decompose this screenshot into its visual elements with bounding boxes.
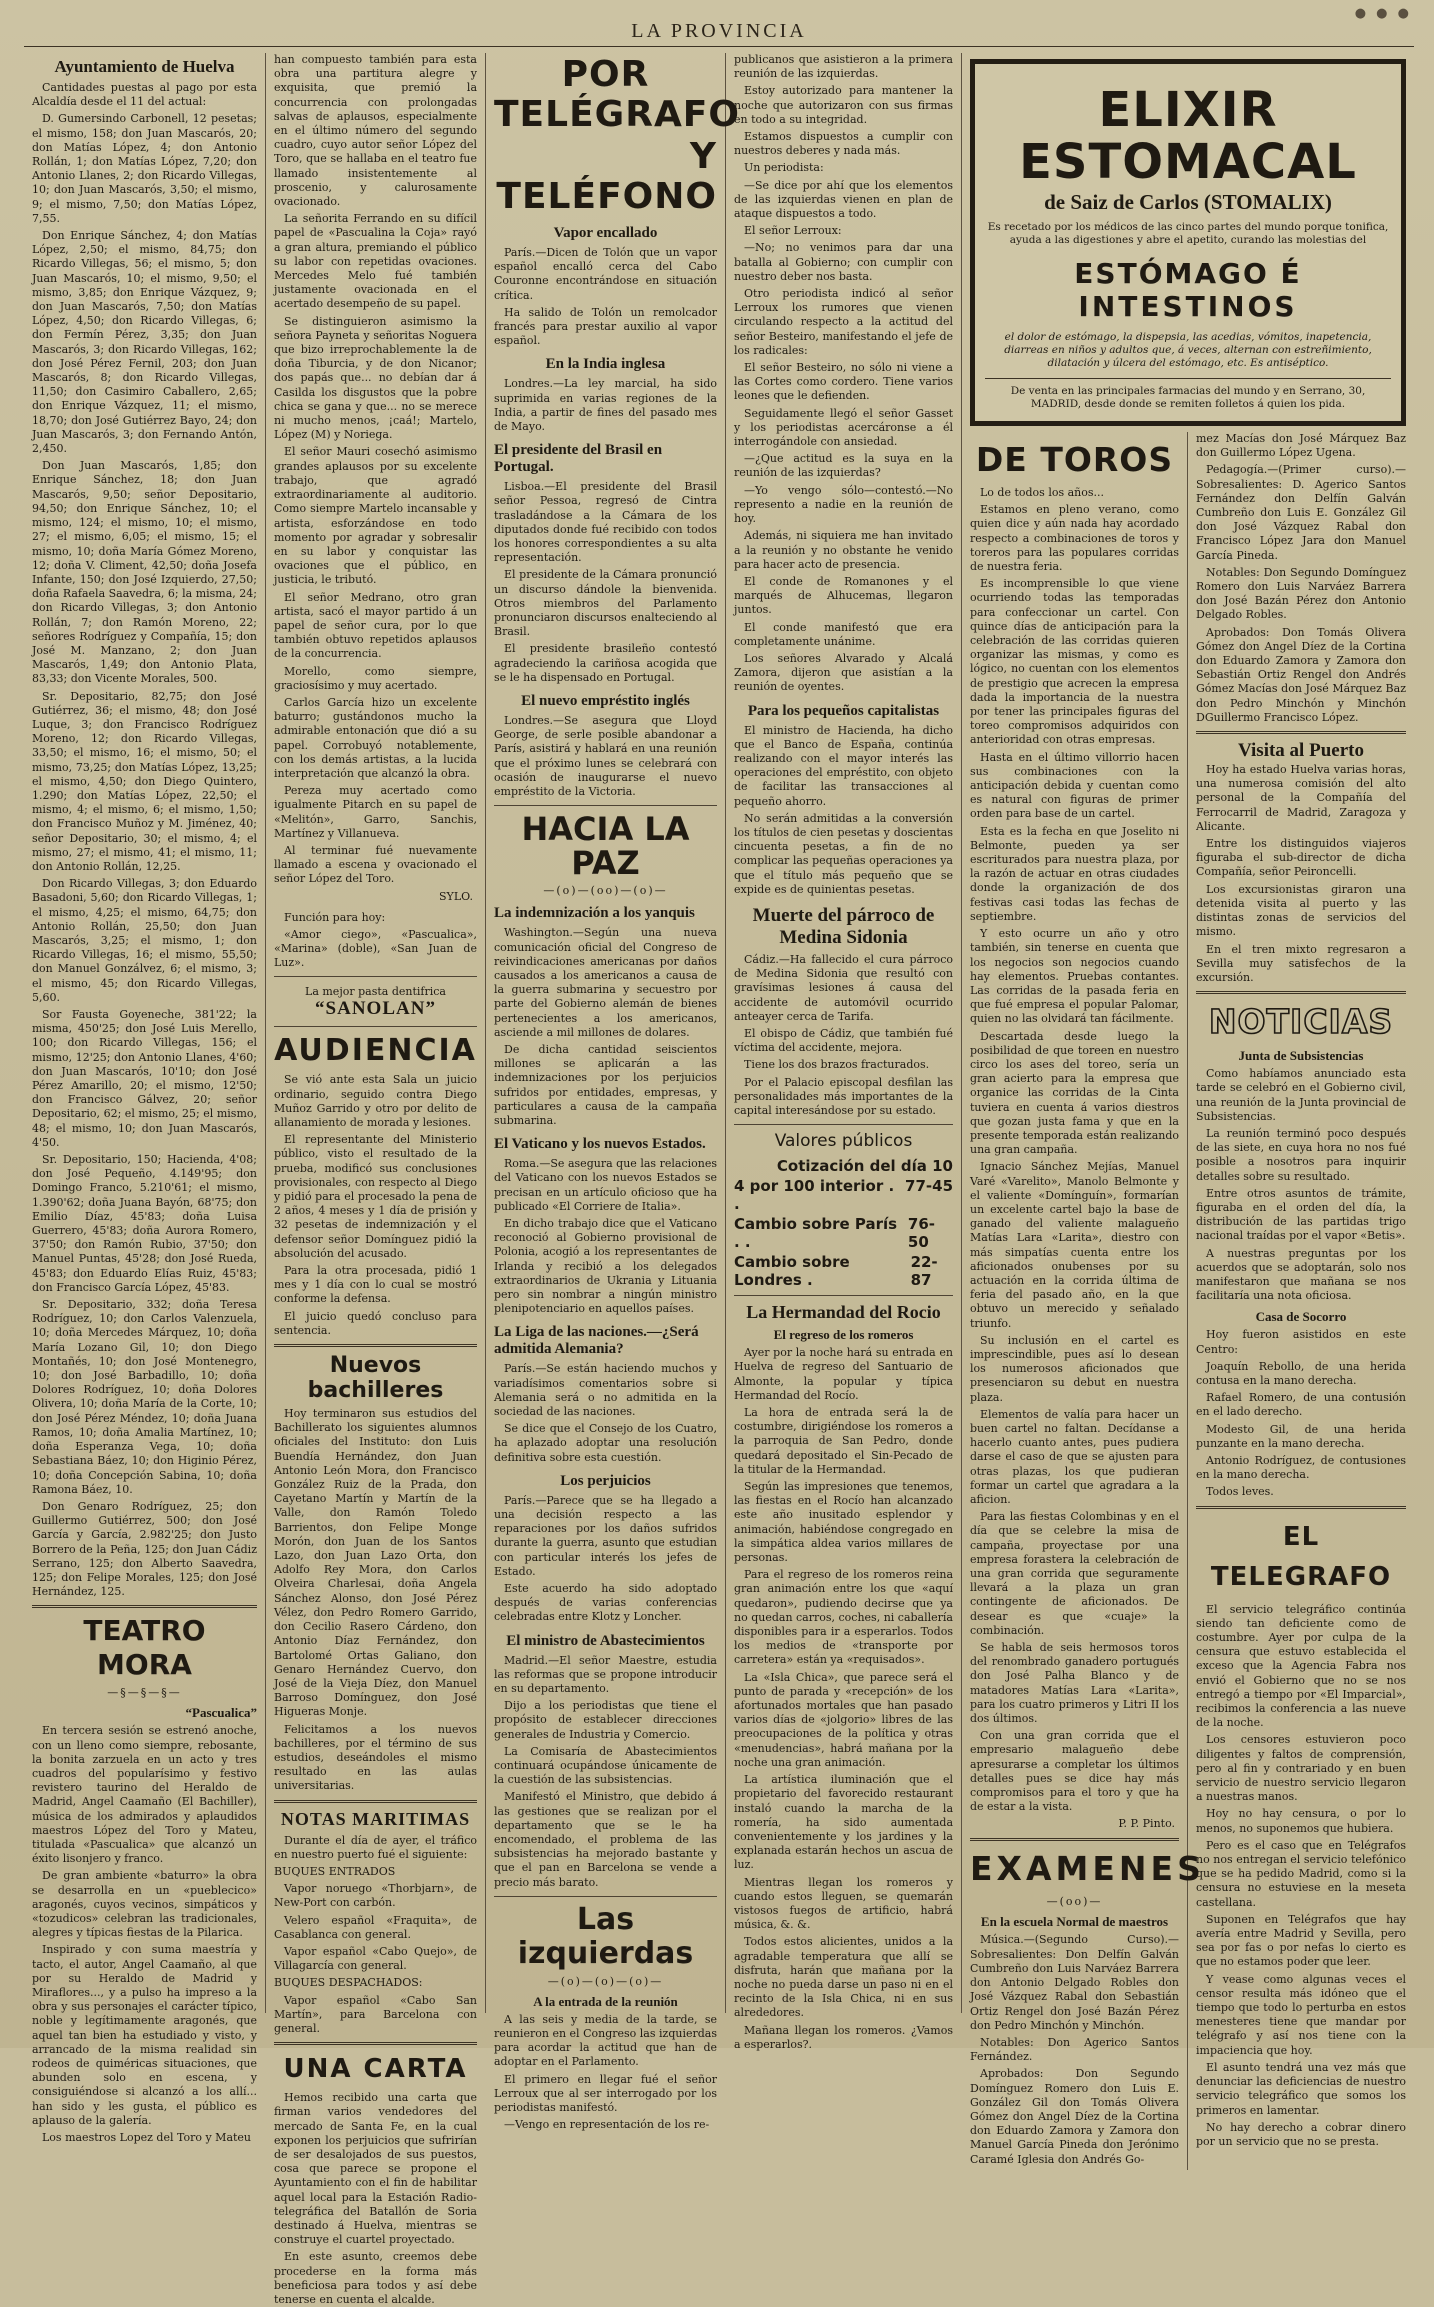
yanquis-heading: La indemnización a los yanquis: [494, 905, 695, 922]
teatro-paragraph: En tercera sesión se estrenó anoche, con un lleno como siempre, rebosante, la bonita zarzuela en un acto y tres cuadros del popularísimo y festivo revistero taurino del Heraldo de Madrid, Angel Caamaño (El Bachiller), música de los admirados y aplaudidos maestros López del Toro y Mateu, titulada «Pascualica» que alcanzó un éxito lisonjero y franco.: [32, 1724, 257, 1866]
izquierdas-continued: El conde de Romanones y el marqués de Alhucemas, llegaron juntos.: [734, 574, 953, 617]
izquierdas-subheading: A la entrada de la reunión: [533, 1993, 678, 2009]
vaticano-paragraph: Roma.—Se asegura que las relaciones del Vaticano con los nuevos Estados se precisan en un artículo oficioso que ha publicado «El Corriere de Italia».: [494, 1157, 717, 1213]
notas-paragraph: Vapor español «Cabo San Martín», para Barcelona con general.: [274, 1993, 477, 2035]
vapor-paragraph: Ha salido de Tolón un remolcador francés para prestar auxilio al vapor español.: [494, 305, 717, 348]
columns: [24, 53, 1414, 2307]
ayuntamiento-paragraph: Sor Fausta Goyeneche, 381'22; la misma, 450'25; don José Luis Merello, 100; don Ricardo Villegas, 156; el mismo, 12'25; don Antonio Llanes, 4'60; don Juan Mascarós, 10'10; don José Pérez Amarillo, 20; el mismo, 12'50; don Francisco Gálvez, 20; señor Depositario, 62; el mismo, 25; el mismo, 48; el mismo, 10; don Juan Mascarós, 4'50.: [32, 1008, 257, 1149]
hermandad-subheading: El regreso de los romeros: [773, 1327, 914, 1343]
parroco-paragraph: Por el Palacio episcopal desfilan las personalidades más importantes de la capital interesándose por su estado.: [734, 1075, 953, 1117]
ornament: —(o)—(oo)—(o)—: [543, 884, 668, 898]
column-1: [24, 53, 266, 2145]
examenes-continued: Notables: Don Segundo Domínguez Romero don Luis Narváez Barrera don José Bazán Pérez don Antonio Delgado Robles.: [1196, 565, 1406, 622]
parroco-paragraph: El obispo de Cádiz, que también fué víctima del accidente, mejora.: [734, 1026, 953, 1055]
funcion-list: «Amor ciego», «Pascualica», «Marina» (doble), «San Juan de Luz».: [274, 927, 477, 970]
izquierdas-paragraph: El primero en llegar fué el señor Lerroux que al ser interrogado por los periodistas manifestó.: [494, 2072, 717, 2115]
izquierdas-continued: —Se dice por ahí que los elementos de las izquierdas vienen en plan de ataque dispuestos a todo.: [734, 178, 953, 221]
bachilleres-heading: Nuevos bachilleres: [307, 1353, 444, 1404]
junta-paragraph: A nuestras preguntas por los acuerdos que se adoptarán, solo nos manifestaron que mañana se nos facilitaría una nota oficiosa.: [1196, 1246, 1406, 1303]
ayuntamiento-paragraph: Sr. Depositario, 332; doña Teresa Rodríguez, 10; don Carlos Valenzuela, 10; doña Mercedes Márquez, 10; doña María Lozano Gil, 10; don Diego Montañés, 10; don José Montenegro, 10; don José Barbadillo, 10; doña Dolores Rodríguez, 10; doña Dolores Olivera, 10; doña María de la Corte, 10; don José Pérez Méndez, 10; doña Juana Ramos, 10; doña Amalia Martínez, 10; doña Esperanza Vega, 10; doña Sebastiana Báez, 10; don Higinio Pérez, 10; doña Concepción Sabina, 10; doña Ramona Báez, 10.: [32, 1298, 257, 1496]
divider: [494, 805, 717, 806]
toros-paragraph: Hasta en el último villorrio hacen sus combinaciones con la anticipación debida y cuentan como es natural con figuras de primer orden para base de un cartel.: [970, 750, 1179, 821]
socorro-paragraph: Modesto Gil, de una herida punzante en la mano derecha.: [1196, 1422, 1406, 1450]
ayuntamiento-paragraph: Sr. Depositario, 82,75; don José Gutiérrez, 36; el mismo, 48; don José Luque, 3; don Francisco Rodríguez Moreno, 12; don Ricardo Villegas, 33,50; el mismo, 16; el mismo, 50; el mismo, 73,25; don Matías López, 13,25; el mismo, 4,50; don Diego Quintero, 1.290; don Matías López, 22,50; el mismo, 4; el mismo, 6; el mismo, 1,50; don Francisco Muñoz y M. Jiménez, 40; señor Depositario, 30; el mismo, 4; el mismo, 27; el mismo, 41; el mismo, 11; don Antonio Rollán, 12,25.: [32, 689, 257, 873]
telegrafo-paragraph: Y vease como algunas veces el censor resulta más idóneo que el tiempo que todo lo perturba en estos menesteres tiene que mandar por telégrafo y así nos tiene con la impaciencia que hoy.: [1196, 1972, 1406, 2057]
izquierdas-continued: Estoy autorizado para mantener la noche que autorizaron con sus firmas en todo a su integridad.: [734, 84, 953, 126]
izquierdas-continued: —Yo vengo sólo—contestó.—No represento a nadie en la reunión de hoy.: [734, 483, 953, 526]
ad-brand: de Saiz de Carlos (STOMALIX): [1044, 190, 1332, 214]
divider: [970, 1838, 1179, 1841]
toros-paragraph: Para las fiestas Colombinas y en el día que se celebre la misa de campaña, proyectase por una empresa forastera la celebración de una gran corrida que seguramente llevará a la plaza un gran contingente de aficionados. De desear es que «cuaje» la combinación.: [970, 1510, 1179, 1637]
ornament: —(o)—(o)—(o)—: [547, 1974, 664, 1988]
teatro-continued-paragraph: La señorita Ferrando en su difícil papel de «Pascualina la Coja» rayó a gran altura, premiando el público su labor con repetidas ovaciones. Mercedes Melo fué también justamente ovacionada en el acertado desempeño de su papel.: [274, 212, 477, 311]
rocio-paragraph: La artística iluminación que el propietario del favorecido restaurant instaló cuando la marcha de la romería, ha sido aumentada convenientemente y los jardines y la explanada estarán hechos un ascua de luz.: [734, 1773, 953, 1872]
yanquis-paragraph: Washington.—Según una nueva comunicación oficial del Congreso de reivindicaciones americanas por daños causados a los americanos a causa de la guerra submarina y secuestro por parte del Gobierno alemán de bienes pertenecientes a los americanos, asciende a mil millones de dolares.: [494, 926, 717, 1039]
notas-paragraph: Vapor español «Cabo Quejo», de Villagarcía con general.: [274, 1944, 477, 1973]
column-5b: [1188, 432, 1414, 2170]
column-3: [486, 53, 741, 2132]
ad-estomago: ESTÓMAGO É: [1074, 257, 1302, 290]
quote-row: [734, 1177, 953, 1213]
teatro-continued-paragraph: Al terminar fué nuevamente llamado a escena y ovacionado el señor López del Toro.: [274, 843, 477, 886]
brasil-paragraph: El presidente brasileño contestó agradeciendo la cariñosa acogida que se le ha dispensado en Portugal.: [494, 642, 717, 684]
el-telegrafo-heading: EL TELEGRAFO: [1210, 1521, 1392, 1592]
socorro-paragraph: Antonio Rodríguez, de contusiones en la mano derecha.: [1196, 1453, 1406, 1482]
quote-label: Cambio sobre Londres .: [734, 1253, 850, 1290]
emprestito-paragraph: Londres.—Se asegura que Lloyd George, de serle posible abandonar a París, asistirá y hablará en una reunión que el próximo lunes se celebrará con ocasión de inaugurarse el nuevo empréstito de la Victoria.: [494, 714, 717, 799]
brasil-paragraph: Lisboa.—El presidente del Brasil señor Pessoa, regresó de Cintra trasladándose a la Cámara de los diputados donde fué recibido con todos los honores correspondientes a su alta representación.: [494, 480, 717, 565]
quote-row: [734, 1215, 953, 1251]
rocio-paragraph: Mañana llegan los romeros. ¿Vamos a esperarlos?.: [734, 2023, 953, 2051]
vaticano-heading: El Vaticano y los nuevos Estados.: [494, 1136, 706, 1153]
teatro-paragraph: Los maestros Lopez del Toro y Mateu: [42, 2131, 252, 2145]
capitalistas-paragraph: No serán admitidas a la conversión los títulos de cien pesetas y doscientas cincuenta pesetas, a fin de no complicar las pequeñas operaciones ya que el título más pequeño que se expide es de quinientas pesetas.: [734, 811, 953, 896]
quote-value: 76-50: [907, 1215, 935, 1252]
notas-paragraph: Vapor noruego «Thorbjarn», de New-Port con carbón.: [274, 1882, 477, 1910]
bachilleres-paragraph: Hoy terminaron sus estudios del Bachillerato los siguientes alumnos oficiales del Instituto: don Luis Buendía Hernández, don Juan Antonio León Mora, don Francisco González Ruiz de la Prada, don Cayetano Martín y Martín de la Valle, don Ramón Toledo Barrientos, don Felipe Monge Morón, don Juan de los Santos Lazo, don Juan Lazo Orta, don Adolfo Rey Mora, don Carlos Olveira Charlesai, doña Angela Sánchez Alonso, don José Pérez Vélez, don Pedro Romero Garrido, don Cecilio Rasero Cárdeno, don Antonio Díaz Fernández, don Bartolomé Ortas Galiano, don Genaro Hernández Cuervo, don José de la Vieja Díez, don Manuel Barroso Domínguez, don José Higueras Monje.: [274, 1407, 477, 1719]
teatro-subtitle: “Pascualica”: [185, 1705, 257, 1721]
abastecimientos-paragraph: Dijo a los periodistas que tiene el propósito de establecer direcciones generales de Industria y Comercio.: [494, 1699, 717, 1741]
toros-paragraph: Estamos en pleno verano, como quien dice y aún nada hay acordado respecto a combinaciones de toros y toreros para las populares corridas de nuestra feria.: [970, 503, 1179, 574]
ornament: —§—§—§—: [107, 1686, 182, 1700]
izquierdas-continued: El conde manifestó que era completamente unánime.: [734, 620, 953, 648]
socorro-paragraph: Joaquín Rebollo, de una herida contusa en la mano derecha.: [1196, 1359, 1406, 1387]
vapor-heading: Vapor encallado: [553, 225, 658, 241]
valores-publicos-box: [734, 1131, 953, 1289]
izquierdas-continued: El señor Besteiro, no sólo ni viene a las Cortes como cordero. Tiene varios leones que le defienden.: [734, 361, 953, 403]
telegrafo-paragraph: Suponen en Telégrafos que hay avería entre Madrid y Sevilla, pero sea por fas o por nefas lo cierto es que no estamos poder que leer.: [1196, 1912, 1406, 1969]
divider: [274, 1026, 477, 1027]
vaticano-paragraph: En dicho trabajo dice que el Vaticano reconoció al Gobierno provisional de Polonia, acogió a los representantes de Irlanda y recibió a los delegados extraordinarios de Ukrania y Lituania pero sin nombrar a ningún ministro plenipotenciario en aquellos países.: [494, 1216, 717, 1316]
divider: [274, 2042, 477, 2045]
toros-paragraph: Esta es la fecha en que Joselito ni Belmonte, pueden ya ser escriturados para nuestra plaza, por la razón de actuar en otras ciudades donde la organización de dos festivas casi todas las fechas de septiembre.: [970, 824, 1179, 923]
sanolan-ad-tagline: La mejor pasta dentifrica: [305, 985, 446, 999]
telegrafo-paragraph: Los censores estuvieron poco diligentes y faltos de comprensión, pero al fin y contrariado y en buen servicio de nuestro servicio llegaron a nuestras manos.: [1196, 1733, 1406, 1804]
carta-paragraph: En este asunto, creemos debe procederse en la forma más beneficiosa para todos y así debe tenerse en cuenta el alcalde.: [274, 2250, 477, 2307]
por-telegrafo-heading: POR TELÉGRAFO: [494, 54, 741, 135]
cotizacion-date: Cotización del día 10: [776, 1157, 953, 1176]
socorro-paragraph: Hoy fueron asistidos en este Centro:: [1196, 1328, 1406, 1356]
signature: SYLO.: [439, 889, 473, 903]
notas-subheading: BUQUES DESPACHADOS:: [274, 1976, 423, 1990]
ornament: —(oo)—: [1046, 1895, 1103, 1909]
examenes-continued: mez Macías don José Márquez Baz don Guillermo López Ugena.: [1196, 432, 1406, 460]
teatro-continued-paragraph: El señor Mauri cosechó asimismo grandes aplausos por su excelente trabajo, que agradó extraordinariamente al auditorio. Como siempre Martelo incansable y artista, esforzándose en todo momento por agradar y sobresalir en su labor y conquistar las ovaciones que el público, en justicia, le tributó.: [274, 445, 477, 587]
carta-paragraph: Hemos recibido una carta que firman varios vendedores del mercado de Santa Fe, en la cual exponen los perjuicios que sufrirían de ser desalojados de sus puestos, cosa que parece se propone el Ayuntamiento con el fin de habilitar aquel local para la Estación Radio-telegráfica del Batallón de Soria destinado á Huelva, mientras se construye el cuartel proyectado.: [274, 2091, 477, 2247]
noticias-heading: NOTICIAS: [1208, 1002, 1394, 1042]
izquierdas-continued: Un periodista:: [744, 161, 824, 175]
ayuntamiento-heading: Ayuntamiento de Huelva: [54, 57, 235, 76]
visita-paragraph: En el tren mixto regresaron a Sevilla muy satisfechos de la excursión.: [1196, 942, 1406, 984]
una-carta-heading: UNA CARTA: [283, 2054, 468, 2085]
ad-address: De venta en las principales farmacias del mundo y en Serrano, 30, MADRID, desde donde se remiten folletos á quien los pida.: [985, 378, 1391, 411]
visita-paragraph: Los excursionistas giraron una detenida visita al puerto y las distintas zonas de servicios del mismo.: [1196, 882, 1406, 939]
rocio-paragraph: Ayer por la noche hará su entrada en Huelva de regreso del Santuario de Almonte, la popular y típica Hermandad del Rocío.: [734, 1346, 953, 1402]
signature: P. P. Pinto.: [1118, 1817, 1175, 1831]
telegrafo-paragraph: Pero es el caso que en Telégrafos no nos entregan el servicio telefónico que se ha pedido Madrid, como si la censura no estuviese en la meseta castellana.: [1196, 1838, 1406, 1909]
visita-paragraph: Hoy ha estado Huelva varias horas, una numerosa comisión del alto personal de la Compañía del Ferrocarril de Madrid, Zaragoza y Alicante.: [1196, 763, 1406, 833]
toros-paragraph: Su inclusión en el cartel es imprescindible, pues así lo desean los numerosos aficionados que presenciaron su debut en nuestra plaza.: [970, 1333, 1179, 1404]
junta-paragraph: Entre otros asuntos de trámite, figuraba en el orden del día, la distribución de las partidas trigo nacional traídas por el vapor «Betis».: [1196, 1186, 1406, 1243]
teatro-mora-heading: TEATRO MORA: [83, 1614, 206, 1682]
quote-label: Cambio sobre París . .: [734, 1215, 898, 1252]
izquierdas-continued: —¿Que actitud es la suya en la reunión de las izquierdas?: [734, 452, 953, 480]
page-number-mark: ● ● ●: [1354, 6, 1412, 21]
abastecimientos-paragraph: Madrid.—El señor Maestre, estudia las reformas que se propone introducir en su departamento.: [494, 1653, 717, 1696]
divider: [734, 1124, 953, 1125]
izquierdas-paragraph: A las seis y media de la tarde, se reunieron en el Congreso las izquierdas para acordar la actitud que han de adoptar en el Parlamento.: [494, 2012, 717, 2069]
india-paragraph: Londres.—La ley marcial, ha sido suprimida en varias regiones de la India, a partir de fines del pasado mes de Mayo.: [494, 377, 717, 434]
sanolan-ad-brand: “SANOLAN”: [315, 998, 436, 1020]
rocio-paragraph: Para el regreso de los romeros reina gran animación entre los que «aquí quedaron», pudiendo decirse que ya no quedan carros, coches, ni caballería disponibles para ir a esperarlos. Todos los medios de «transporte por carretera» están ya «requisados».: [734, 1568, 953, 1667]
rocio-paragraph: La hora de entrada será la de costumbre, dirigiéndose los romeros a la parroquia de San Pedro, donde quedará depositado el Sin-Pecado de la titular de la Hermandad.: [734, 1406, 953, 1476]
bachilleres-paragraph: Felicitamos a los nuevos bachilleres, por el término de sus estudios, deseándoles el mismo resultado en las aulas universitarias.: [274, 1722, 477, 1793]
toros-paragraph: Se habla de seis hermosos toros del renombrado ganadero portugués don José Palha Blanco y de matadores Matías Lara «Larita», para los cuatro primeros y Litri II los dos últimos.: [970, 1641, 1179, 1726]
divider: [274, 1800, 477, 1803]
examenes-heading: EXAMENES: [970, 1849, 1205, 1889]
toros-paragraph: Y esto ocurre un año y otro también, sin tenerse en cuenta que los negocios son negocios cuando hay elementos. Pruebas contantes. Las corridas de la pasada feria en que fué empresa el popular Palomar, quien no las olvidará tan fácilmente.: [970, 927, 1179, 1026]
examenes-paragraph: Música.—(Segundo Curso).—Sobresalientes: Don Delfín Galván Cumbreño don Luis Narváez Barrera don Antonio Delgado Robles don José Vázquez Rabal don Sebastián Ortiz Rengel don José Bazán Pérez don Pedro Minchón y Minchón.: [970, 1933, 1179, 2032]
audiencia-paragraph: Para la otra procesada, pidió 1 mes y 1 día con lo cual se mostró conforme la defensa.: [274, 1264, 477, 1306]
examenes-continued: Aprobados: Don Tomás Olivera Gómez don Angel Díez de la Cortina don Eduardo Zamora y Zamora don Sebastián Ortiz Rengel don Andrés Gómez Macías don José Márquez Baz don Pedro Minchón y Minchón DGuillermo Francisco López.: [1196, 625, 1406, 724]
yanquis-paragraph: De dicha cantidad seiscientos millones se aplicarán a las indemnizaciones por los perjuicios sufridos por entidades, empresas, y particulares a causa de la campaña submarina.: [494, 1042, 717, 1127]
hermandad-rocio-heading: La Hermandad del Rocio: [746, 1302, 941, 1323]
audiencia-paragraph: El juicio quedó concluso para sentencia.: [274, 1309, 477, 1337]
divider: [32, 1605, 257, 1608]
ayuntamiento-paragraph: Don Juan Mascarós, 1,85; don Enrique Sánchez, 18; don Juan Mascarós, 9,50; señor Depositario, 94,50; don Enrique Sánchez, 10; el mismo, 124; el mismo, 10; el mismo, 27; el mismo, 6,05; el mismo, 15; el mismo, 10; doña María Gómez Moreno, 12; doña V. Climent, 42,50; doña Josefa Infante, 150; don José Izquierdo, 27,50; doña Rafaela Saavedra, 6; la misma, 24; don Ricardo Villegas, 3; don Antonio Rollán, 7; don Ramón Moreno, 22; señores Rodríguez y Compañía, 15; don José M. Manzano, 2; don Juan Mascarós, 1,49; don Antonio Plata, 83,33; don Vicente Morales, 500.: [32, 459, 257, 686]
examenes-paragraph: Aprobados: Don Segundo Domínguez Romero don Luis E. González Gil don Tomás Olivera Gómez don Angel Díez de la Cortina don Eduardo Zamora y Zamora don Manuel García Pineda don Jerónimo Caramé Iglesia don Andrés Go-: [970, 2067, 1179, 2166]
teatro-continued-paragraph: Morello, como siempre, graciosísimo y muy acertado.: [274, 664, 477, 692]
notas-maritimas-heading: NOTAS MARITIMAS: [280, 1808, 471, 1829]
abastecimientos-heading: El ministro de Abastecimientos: [506, 1632, 705, 1649]
elixir-estomacal-ad: [970, 59, 1406, 426]
india-heading: En la India inglesa: [545, 356, 666, 373]
liga-paragraph: Se dice que el Consejo de los Cuatro, ha aplazado adoptar una resolución definitiva sobre esta cuestión.: [494, 1422, 717, 1464]
quote-row: [734, 1253, 953, 1289]
quote-label: 4 por 100 interior . .: [734, 1177, 895, 1214]
rocio-paragraph: Todos estos alicientes, unidos a la agradable temperatura que allí se disfruta, harán que mañana por la noche no pueda darse un paso ni en el recinto de la Isla Chica, ni en sus alrededores.: [734, 1935, 953, 2020]
notas-subheading: BUQUES ENTRADOS: [274, 1864, 396, 1878]
divider: [494, 1896, 717, 1897]
teatro-continued-paragraph: Carlos García hizo un excelente baturro; gustándonos mucho la admirable entonación que dió a su papel. Corrobuyó notablemente, con los demás artistas, a la lucida interpretación que alcanzó la obra.: [274, 695, 477, 780]
ayuntamiento-paragraph: Don Enrique Sánchez, 4; don Matías López, 2,50; el mismo, 84,75; don Ricardo Villegas, 56; el mismo, 5; don Juan Mascarós, 10; el mismo, 9,50; el mismo, 3,85; don Enrique Vázquez, 9; don Juan Mascarós, 7,50; don Matías López, 4,50; don Ricardo Villegas, 6; don Fermín Pérez, 3,35; don Juan Mascarós, 3; don Ricardo Villegas, 162; don José Pérez Fernil, 203; don Juan Mascarós, 8; don Ricardo Villegas, 11,50; don Casimiro Caballero, 2,65; don Enrique Vázquez, 11; el mismo, 18,70; don José Gutiérrez Bayo, 24; don Juan Mascarós, 3; don Fernando Antón, 2,450.: [32, 229, 257, 456]
parroco-paragraph: Cádiz.—Ha fallecido el cura párroco de Medina Sidonia que resultó con gravísimas lesiones á causa del accidente de automóvil ocurrido anteayer cerca de Tarifa.: [734, 952, 953, 1023]
ayuntamiento-paragraph: Don Ricardo Villegas, 3; don Eduardo Basadoni, 5,60; don Ricardo Villegas, 1; el mismo, 4,25; el mismo, 64,75; don Antonio Rollán, 25,50; don Juan Mascarós, 3,25; el mismo, 1; don Ricardo Villegas, 16; el mismo, 55,50; don Manuel Gonzálvez, 6; el mismo, 3; el mismo, 45; don Ricardo Villegas, 5,60.: [32, 877, 257, 1004]
toros-paragraph: Lo de todos los años...: [980, 486, 1105, 499]
telegrafo-paragraph: El asunto tendrá una vez más que denunciar las deficiencias de nuestro servicio telegráfico que somos los primeros en lamentar.: [1196, 2060, 1406, 2117]
examenes-paragraph: Notables: Don Agerico Santos Fernández.: [970, 2035, 1179, 2064]
perjuicios-paragraph: Este acuerdo ha sido adoptado después de varias conferencias celebradas entre Klotz y Loncher.: [494, 1582, 717, 1624]
abastecimientos-paragraph: Manifestó el Ministro, que debido á las gestiones que se realizan por el departamento que se le ha encomendado, el problema de las subsistencias ha mejorado bastante y que el pan en Barcelona se vende a precio más barato.: [494, 1790, 717, 1889]
teatro-paragraph: Inspirado y con suma maestría y tacto, el autor, Angel Caamaño, al que por su Heraldo de Madrid y Miraflores..., y a pulso ha impreso a la obra y sus personajes el carácter típico, noble y legítimamente aragonés, que aquel tan bien ha estudiado y visto, y arrancado de la misma realidad sin rodeos de quiméricas situaciones, que abunden solo en escena, y consiguiéndose si alcanzó a los allí... han sido y les gusta, el público es aplauso de la galería.: [32, 1943, 257, 2127]
ayuntamiento-paragraph: Cantidades puestas al pago por esta Alcaldía desde el 11 del actual:: [32, 81, 257, 109]
teatro-continued-paragraph: El señor Medrano, otro gran artista, sacó el mayor partido á un papel de señor cura, por lo que también obtuvo repetidos aplausos de la concurrencia.: [274, 590, 477, 661]
teatro-continued-paragraph: han compuesto también para esta obra una partitura alegre y exquisita, que premió la concurrencia con prolongadas salvas de aplausos, especialmente en el último número del segundo cuadro, cuyo autor señor López del Toro, que se hallaba en el teatro fue llamado insistentemente al proscenio, y calurosamente ovacionado.: [274, 53, 477, 209]
rocio-paragraph: La «Isla Chica», que parece será el punto de parada y «recepción» de los afortunados mortales que han pasado varios días de «jolgorio» libres de las preocupaciones de la política y otras «menudencias», habrá mañana por la noche una gran animación.: [734, 1670, 953, 1769]
divider: [1196, 1506, 1406, 1509]
ad-copy: Es recetado por los médicos de las cinco partes del mundo porque tonifica, ayuda a las digestiones y abre el apetito, curando las molestias del: [987, 221, 1389, 246]
brasil-heading: El presidente del Brasil en Portugal.: [494, 442, 663, 476]
emprestito-heading: El nuevo empréstito inglés: [521, 693, 690, 710]
ayuntamiento-paragraph: Don Genaro Rodríguez, 25; don Guillermo Gutiérrez, 500; don José García y García, 2.982'25; don Justo Borrero de la Peña, 125; don Juan Cádiz Serrano, 125; don Alberto Saavedra, 125; don Felipe Morales, 125; don José Hernández, 125.: [32, 1499, 257, 1599]
quote-value: 77-45: [905, 1177, 954, 1196]
teatro-paragraph: De gran ambiente «baturro» la obra se desarrolla en un «pueblecico» aragonés, cuyos vecinos, simpáticos y «tozudicos» celebran las tradicionales, alegres y típicas fiestas de la Pilarica.: [32, 1869, 257, 1940]
liga-naciones-heading: La Liga de las naciones.—¿Será admitida Alemania?: [494, 1324, 699, 1358]
column-5a: [962, 432, 1205, 2170]
liga-paragraph: París.—Se están haciendo muchos y variadísimos comentarios sobre si Alemania será o no admitida en la sociedad de las naciones.: [494, 1362, 717, 1418]
ayuntamiento-paragraph: Sr. Depositario, 150; Hacienda, 4'08; don José Pequeño, 4.149'95; don Domingo Franco, 5.210'61; el mismo, 1.390'62; doña Juana Bayón, 68'75; don Emilio Díaz, 45'83; doña Luisa Guerrero, 45'83; doña Aurora Romero, 37'50; don Ramón Rubio, 37'50; don Manuel Puntas, 45'28; don José Rueda, 45'83; don Eduardo Elías Ruiz, 45'83; don Francisco García López, 45'83.: [32, 1153, 257, 1294]
perjuicios-paragraph: París.—Parece que se ha llegado a una decisión respecto a las reparaciones por los daños sufridos durante la guerra, asunto que estudian con particular interés los jefes de Estado.: [494, 1493, 717, 1578]
divider: [1196, 991, 1406, 994]
valores-heading: Valores públicos: [774, 1131, 913, 1152]
izquierdas-continued: publicanos que asistieron a la primera reunión de las izquierdas.: [734, 53, 953, 81]
izquierdas-continued: Además, ni siquiera me han invitado a la reunión y no obstante he venido para hacer acto de presencia.: [734, 529, 953, 571]
visita-paragraph: Entre los distinguidos viajeros figuraba el sub-director de dicha Compañía, señor Peironcelli.: [1196, 837, 1406, 879]
socorro-paragraph: Todos leves.: [1206, 1485, 1274, 1499]
abastecimientos-paragraph: La Comisaría de Abastecimientos continuará ocupándose únicamente de la cuestión de las subsistencias.: [494, 1744, 717, 1787]
divider: [274, 1344, 477, 1347]
notas-paragraph: Durante el día de ayer, el tráfico en nuestro puerto fué el siguiente:: [274, 1833, 477, 1861]
examenes-continued: Pedagogía.—(Primer curso).—Sobresalientes: D. Agerico Santos Fernández don Delfín Galván Cumbreño don Luis E. González Gil don José Vázquez Rabal don Francisco López Jara don Manuel García Pineda.: [1196, 463, 1406, 562]
ayuntamiento-paragraph: D. Gumersindo Carbonell, 12 pesetas; el mismo, 158; don Juan Mascarós, 20; don Matías López, 4; don Antonio Rollán, 1; don Matías López, 7,20; don Antonio Llanes, 2; don Ricardo Villegas, 10; don Juan Mascarós, 3,50; el mismo, 9; el mismo, 7,50; don Matías López, 7,55.: [32, 112, 257, 225]
quote-value: 22-87: [910, 1253, 938, 1290]
rocio-paragraph: Mientras llegan los romeros y cuando estos lleguen, se quemarán vistosos fuegos de artificio, habrá música, &. &.: [734, 1875, 953, 1932]
junta-paragraph: Como habíamos anunciado esta tarde se celebró en el Gobierno civil, una reunión de la Junta provincial de Subsistencias.: [1196, 1067, 1406, 1123]
telegrafo-paragraph: No hay derecho a cobrar dinero por un servicio que no se presta.: [1196, 2120, 1406, 2148]
divider: [1196, 731, 1406, 734]
toros-paragraph: Ignacio Sánchez Mejías, Manuel Varé «Varelito», Manolo Belmonte y el valiente «Domínguín», formarían un excelente cartel bajo la base de ganado del valiente malagueño Matías Lara «Larita», diestro con más simpatías cuenta entre los aficionados onubenses por su actuación en la corrida última de feria del pasado año, en la que obtuvo un merecido y señalado triunfo.: [970, 1160, 1179, 1330]
izquierdas-heading: Las izquierdas: [517, 1901, 694, 1971]
ad-headline: ELIXIR ESTOMACAL: [1019, 82, 1357, 190]
divider: [734, 1295, 953, 1296]
izquierdas-paragraph: —Vengo en representación de los re-: [504, 2118, 710, 2132]
izquierdas-continued: Los señores Alvarado y Alcalá Zamora, dijeron que asistían a la reunión de oyentes.: [734, 651, 953, 694]
junta-subsistencias-heading: Junta de Subsistencias: [1238, 1048, 1364, 1064]
column-4: [726, 53, 962, 2051]
ad-symptoms: el dolor de estómago, la dispepsia, las acedias, vómitos, inapetencia, diarreas en niños y adultos que, á veces, alternan con estreñimiento, dilatación y úlcera del estómago, etc. Es antiséptico.: [1004, 331, 1372, 369]
telegrafo-paragraph: El servicio telegráfico continúa siendo tan deficiente como de costumbre. Ayer por culpa de la censura que estuvo establecida el exceso que la Agencia Fabra nos envió el Gobierno que no se nos entregó a tiempo por «El Imparcial», recibimos la conferencia a las nueve de la noche.: [1196, 1602, 1406, 1730]
audiencia-paragraph: El representante del Ministerio público, visto el resultado de la prueba, modificó sus conclusiones provisionales, con respecto al Diego y pidió para el procesado la pena de 2 años, 4 meses y 1 día de prisión y 32 pesetas de indemnización y el defensor señor Domínguez pidió la absolución del acusado.: [274, 1133, 477, 1260]
masthead: LA PROVINCIA: [24, 14, 1414, 47]
izquierdas-continued: —No; no venimos para dar una batalla al Gobierno; con cumplir con nuestro deber nos basta.: [734, 241, 953, 283]
junta-paragraph: La reunión terminó poco después de las siete, en cuya hora no nos fué posible a nosotros para inquirir detalles sobre su resultado.: [1196, 1126, 1406, 1183]
column-2: [266, 53, 486, 2307]
column-5-split: [962, 432, 1414, 2170]
muerte-parroco-heading: Muerte del párroco de Medina Sidonia: [752, 904, 935, 948]
capitalistas-paragraph: El ministro de Hacienda, ha dicho que el Banco de España, continúa realizando con el mayor interés las operaciones del empréstito, con objeto de facilitar las transacciones al pequeño ahorro.: [734, 723, 953, 808]
casa-socorro-heading: Casa de Socorro: [1255, 1309, 1347, 1325]
column-5: [962, 53, 1414, 2166]
perjuicios-heading: Los perjuicios: [560, 1472, 651, 1489]
hacia-la-paz-heading: HACIA LA PAZ: [521, 810, 690, 883]
toros-paragraph: Con una gran corrida que el empresario malagueño debe apresurarse a completar los últimos detalles pues se dice hay más compromisos para el toro y que ha de estar a la vista.: [970, 1729, 1179, 1814]
audiencia-paragraph: Se vió ante esta Sala un juicio ordinario, seguido contra Diego Muñoz Garrido y otro por delito de allanamiento de morada y lesiones.: [274, 1073, 477, 1129]
izquierdas-continued: Estamos dispuestos a cumplir con nuestros deberes y nada más.: [734, 130, 953, 158]
toros-paragraph: Elementos de valía para hacer un buen cartel no faltan. Decídanse a hacerlo cuanto antes, pues pudiera darse el caso de que se ajusten para otras plazas, los que pudieran formar un cartel que agradara a la aficion.: [970, 1407, 1179, 1507]
notas-paragraph: Velero español «Fraquita», de Casablanca con general.: [274, 1913, 477, 1941]
izquierdas-continued: Seguidamente llegó el señor Gasset y los periodistas acercáronse a él interrogándole con ansiedad.: [734, 406, 953, 449]
socorro-paragraph: Rafael Romero, de una contusión en el lado derecho.: [1196, 1391, 1406, 1419]
toros-paragraph: Descartada desde luego la posibilidad de que toreen en nuestro circo los ases del toreo, sería un gran acierto para la empresa que organice las corridas de la Cinta tuviera en cuenta á varios diestros que gozan justa fama y que en la presente temporada están realizando una gran campaña.: [970, 1029, 1179, 1157]
teatro-continued-paragraph: Se distinguieron asimismo la señora Payneta y señoritas Noguera que bizo irreprochablemente la de doña Tiburcia, y de don Nicanor; dos papás que... no debían dar á Casilda los disgustos que la pobre chica se gana y que... no se merece ni mucho menos, ¡caá!; Martelo, López (M) y Noriega.: [274, 314, 477, 442]
pequenos-capitalistas-heading: Para los pequeños capitalistas: [747, 702, 940, 719]
izquierdas-continued: Otro periodista indicó al señor Lerroux los rumores que vienen circulando respecto a la actitud del señor Besteiro, manifestando el jefe de los radicales:: [734, 287, 953, 357]
toros-paragraph: Es incomprensible lo que viene ocurriendo todas las temporadas para confeccionar un cartel. Con quince días de anticipación para la celebración de las corridas quieren organizar las mismas, y como es lógico, no cuentan con los elementos de prestigio que acrecen la empresa dada la importancia de la nuestra por tener las principales figuras del toreo compromisos adquiridos con anterioridad con otras empresas.: [970, 577, 1179, 747]
izquierdas-continued: El señor Lerroux:: [744, 224, 842, 238]
divider: [274, 976, 477, 977]
brasil-paragraph: El presidente de la Cámara pronunció un discurso dándole la bienvenida. Otros miembros del Parlamento pronunciaron discursos enalteciendo al Brasil.: [494, 568, 717, 639]
rocio-paragraph: Según las impresiones que tenemos, las fiestas en el Rocío han alcanzado este año inusitado esplendor y animación, habiéndose congregado en la simpática aldea varios millares de personas.: [734, 1480, 953, 1565]
visita-puerto-heading: Visita al Puerto: [1238, 740, 1364, 762]
teatro-continued-paragraph: Pereza muy acertado como igualmente Pitarch en su papel de «Melitón», Garro, Sanchis, Martínez y Villanueva.: [274, 784, 477, 840]
vapor-paragraph: París.—Dicen de Tolón que un vapor español encalló cerca del Cabo Couronne encontrándose en situación crítica.: [494, 246, 717, 302]
audiencia-heading: AUDIENCIA: [274, 1033, 477, 1069]
telegrafo-paragraph: Hoy no hay censura, o por lo menos, no suponemos que hubiera.: [1196, 1807, 1406, 1835]
de-toros-heading: DE TOROS: [975, 440, 1174, 479]
examenes-subheading: En la escuela Normal de maestros: [980, 1914, 1169, 1930]
y-telefono-heading: Y TELÉFONO: [496, 136, 717, 217]
ad-intestinos: INTESTINOS: [1078, 290, 1298, 323]
parroco-paragraph: Tiene los dos brazos fracturados.: [744, 1058, 930, 1072]
funcion-label: Función para hoy:: [284, 910, 386, 924]
